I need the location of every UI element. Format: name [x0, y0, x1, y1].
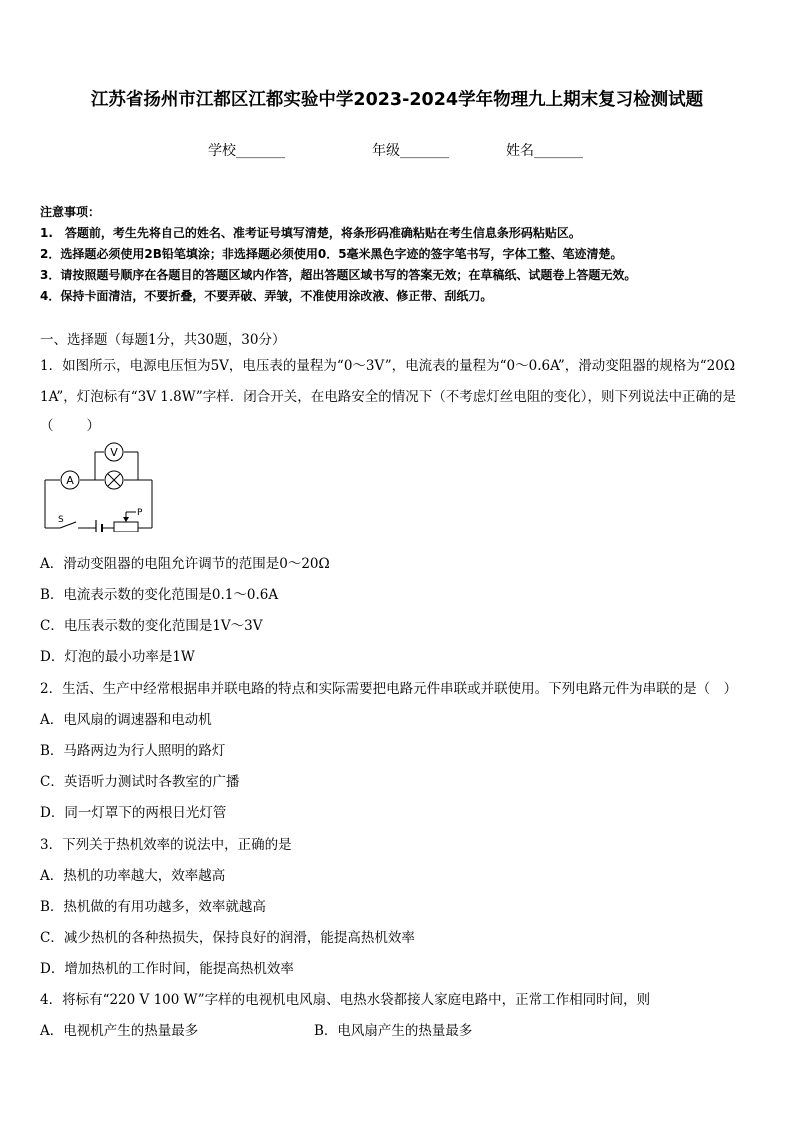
notice-heading: 注意事项：	[40, 205, 101, 219]
q1-option-c: C．电压表示数的变化范围是1V～3V	[40, 618, 263, 634]
q3-option-a: A．热机的功率越大，效率越高	[40, 868, 226, 884]
q3-option-d: D．增加热机的工作时间，能提高热机效率	[40, 961, 294, 977]
q4-option-b: B．电风扇产生的热量最多	[314, 1023, 473, 1039]
switch-label: S	[58, 515, 64, 525]
slider-arrow-icon	[123, 517, 129, 522]
circuit-diagram	[40, 440, 158, 532]
q1-option-d: D．灯泡的最小功率是1W	[40, 649, 195, 665]
lamp-icon	[105, 471, 123, 489]
q1-option-b: B．电流表示数的变化范围是0.1～0.6A	[40, 587, 279, 603]
q3-option-c: C．减少热机的各种热损失，保持良好的润滑，能提高热机效率	[40, 930, 415, 946]
notice-item-1: 1. 答题前，考生先将自己的姓名、准考证号填写清楚，将条形码准确粘贴在考生信息条形码粘贴区。	[40, 226, 581, 240]
notice-item-3: 3．请按照题号顺序在各题目的答题区域内作答，超出答题区域书写的答案无效；在草稿纸、试题卷上答题无效。	[40, 268, 637, 282]
notice-item-4: 4．保持卡面清洁，不要折叠，不要弄破、弄皱，不准使用涂改液、修正带、刮纸刀。	[40, 289, 493, 303]
name-field: 姓名_______	[506, 143, 583, 159]
section-heading: 一、选择题（每题1分，共30题，30分）	[40, 332, 286, 348]
q1-stem-line2: 1A”，灯泡标有“3V 1.8W”字样．闭合开关，在电路安全的情况下（不考虑灯丝电阻的变化），则下列说法中正确的是	[40, 389, 737, 405]
q4-option-a: A．电视机产生的热量最多	[40, 1023, 199, 1039]
q4-stem: 4．将标有“220 V 100 W”字样的电视机电风扇、电热水袋都接人家庭电路中，正常工作相同时间，则	[40, 992, 651, 1008]
q2-option-b: B．马路两边为行人照明的路灯	[40, 743, 226, 759]
q2-option-c: C．英语听力测试时各教室的广播	[40, 774, 240, 790]
slider-label: P	[137, 508, 143, 518]
ammeter-label: A	[66, 474, 74, 487]
notice-item-2: 2．选择题必须使用2B铅笔填涂；非选择题必须使用0．5毫米黑色字迹的签字笔书写，字体工整、笔迹清楚。	[40, 247, 623, 261]
q2-option-d: D．同一灯罩下的两根日光灯管	[40, 805, 227, 821]
q1-answer-paren: （ ）	[40, 418, 102, 434]
grade-field: 年级_______	[372, 143, 449, 159]
school-field: 学校_______	[208, 143, 285, 159]
page-title: 江苏省扬州市江都区江都实验中学2023-2024学年物理九上期末复习检测试题	[90, 90, 704, 110]
voltmeter-label: V	[110, 446, 118, 459]
q3-option-b: B．热机做的有用功越多，效率就越高	[40, 899, 266, 915]
q1-stem-line1: 1．如图所示，电源电压恒为5V，电压表的量程为“0～3V”，电流表的量程为“0～0.6A”，滑动变阻器的规格为“20Ω	[40, 358, 736, 374]
q3-stem: 3．下列关于热机效率的说法中，正确的是	[40, 837, 292, 853]
q1-option-a: A．滑动变阻器的电阻允许调节的范围是0～20Ω	[40, 556, 330, 572]
q2-option-a: A．电风扇的调速器和电动机	[40, 712, 212, 728]
q2-stem: 2．生活、生产中经常根据串并联电路的特点和实际需要把电路元件串联或并联使用。下列电路元件为串联的是（ ）	[40, 681, 738, 697]
